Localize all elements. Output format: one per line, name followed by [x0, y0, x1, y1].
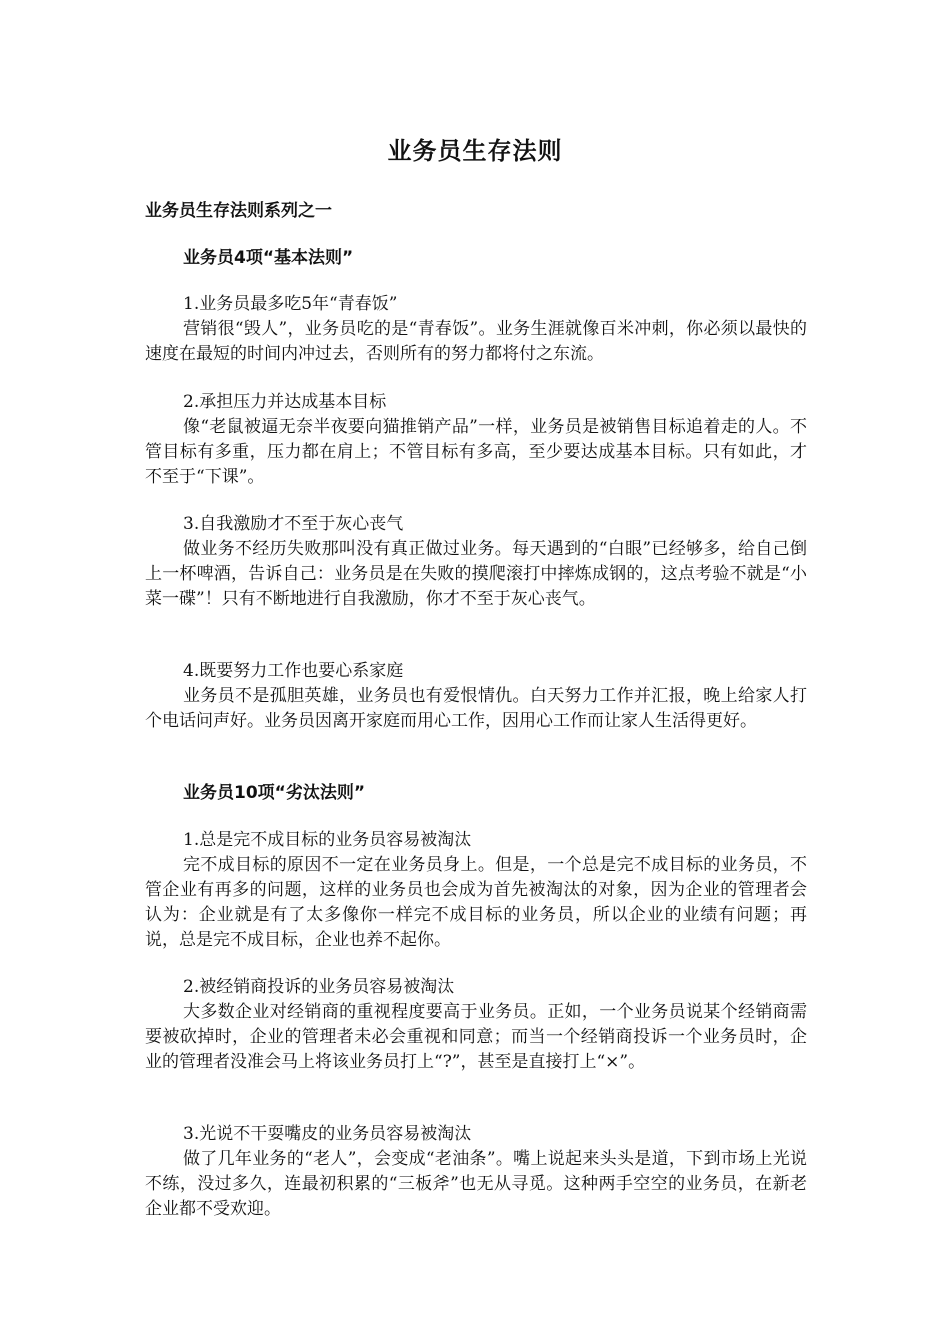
- item-paragraph: 像“老鼠被逼无奈半夜要向猫推销产品”一样，业务员是被销售目标追着走的人。不管目标有多重，压力都在肩上；不管目标有多高，至少要达成基本目标。只有如此，才不至于“下课”。: [145, 417, 807, 487]
- item-heading: 2.被经销商投诉的业务员容易被淘汰: [183, 977, 455, 997]
- item-heading: 4.既要努力工作也要心系家庭: [183, 661, 404, 681]
- item-paragraph: 做业务不经历失败那叫没有真正做过业务。每天遇到的“白眼”已经够多，给自己倒上一杯啤酒，告诉自己：业务员是在失败的摸爬滚打中摔炼成钢的，这点考验不就是“小菜一碟”！只有不断地进行自我激励，你才不至于灰心丧气。: [145, 539, 807, 609]
- item-paragraph: 完不成目标的原因不一定在业务员身上。但是，一个总是完不成目标的业务员，不管企业有再多的问题，这样的业务员也会成为首先被淘汰的对象，因为企业的管理者会认为：企业就是有了太多像你一样完不成目标的业务员，所以企业的业绩有问题；再说，总是完不成目标，企业也养不起你。: [145, 855, 807, 950]
- item-heading: 3.光说不干耍嘴皮的业务员容易被淘汰: [183, 1124, 472, 1144]
- section-heading-elimination-rules: 业务员10项“劣汰法则”: [183, 783, 366, 803]
- item-paragraph: 业务员不是孤胆英雄，业务员也有爱恨情仇。白天努力工作并汇报，晚上给家人打个电话问声好。业务员因离开家庭而用心工作，因用心工作而让家人生活得更好。: [145, 686, 807, 731]
- item-heading: 3.自我激励才不至于灰心丧气: [183, 514, 404, 534]
- item-heading: 1.业务员最多吃5年“青春饭”: [183, 294, 398, 314]
- document-title: 业务员生存法则: [387, 137, 563, 165]
- item-paragraph: 大多数企业对经销商的重视程度要高于业务员。正如，一个业务员说某个经销商需要被砍掉时，企业的管理者未必会重视和同意；而当一个经销商投诉一个业务员时，企业的管理者没准会马上将该业务员打上“?”，甚至是直接打上“×”。: [145, 1002, 807, 1072]
- series-heading: 业务员生存法则系列之一: [145, 201, 332, 221]
- item-heading: 2.承担压力并达成基本目标: [183, 392, 387, 412]
- item-paragraph: 营销很“毁人”，业务员吃的是“青春饭”。业务生涯就像百米冲刺，你必须以最快的速度在最短的时间内冲过去，否则所有的努力都将付之东流。: [145, 319, 807, 364]
- item-paragraph: 做了几年业务的“老人”，会变成“老油条”。嘴上说起来头头是道，下到市场上光说不练，没过多久，连最初积累的“三板斧”也无从寻觅。这种两手空空的业务员，在新老企业都不受欢迎。: [145, 1149, 807, 1219]
- item-heading: 1.总是完不成目标的业务员容易被淘汰: [183, 830, 472, 850]
- section-heading-basic-rules: 业务员4项“基本法则”: [183, 248, 354, 268]
